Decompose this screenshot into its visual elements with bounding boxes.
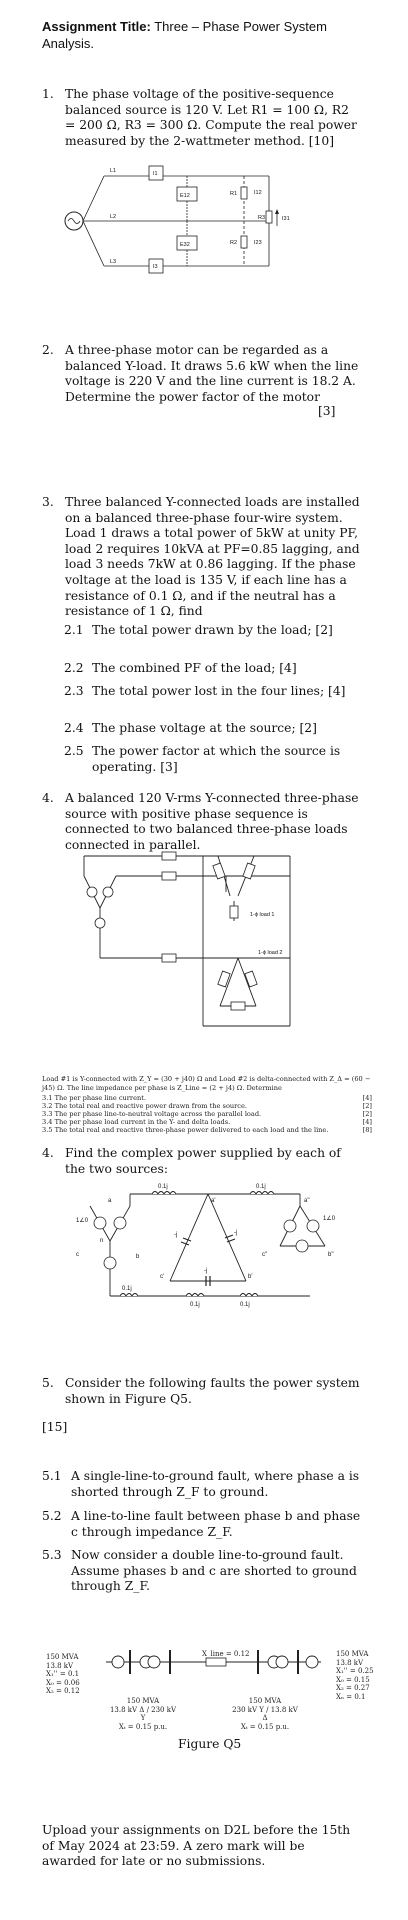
label-r2: R2 [230,240,238,246]
question-text: The phase voltage of the positive-sequence balanced source is 120 V. Let R1 = 100 Ω, R2 = 200 Ω, R3 = 300 Ω. Compute the real power measured by the 2-wattmeter method. [10] [65,87,357,148]
svg-text:0.1j: 0.1j [158,1184,168,1190]
gen1-ratings: 150 MVA 13.8 kV X₁'' = 0.1 X₀ = 0.06 X₂ = 0.12 [46,1653,80,1696]
q5-part-2: 5.2 A line-to-line fault between phase b and phase c through impedance Z_F. [42,1509,361,1539]
question-text: A balanced 120 V-rms Y-connected three-phase source with positive phase sequence is connected to two balanced three-phase loads connected in parallel. [65,791,359,852]
label-r1: R1 [230,191,238,197]
svg-text:-j: -j [204,1268,208,1274]
q3-part-4: 2.4 The phase voltage at the source; [2] [64,721,317,735]
label-a2: a'' [304,1198,310,1204]
question-3 [42,495,362,620]
label-load2: 1-ϕ load 2 [258,950,283,956]
question-number: 1. [42,87,54,101]
question-4a [42,791,362,853]
q4-item-4: 3.4 The per phase load current in the Y- and delta loads. [4] [42,1118,372,1126]
label-l1: L1 [110,168,117,174]
q3-part-1: 2.1 The total power drawn by the load; [2] [64,623,333,637]
figure-q5-caption: Figure Q5 [178,1737,242,1751]
label-a: a [108,1198,112,1204]
question-2 [42,343,362,405]
label-i3: I3 [153,264,158,270]
q4-description: Load #1 is Y-connected with Z_Y = (30 + j40) Ω and Load #2 is delta-connected with Z_Δ = (60 − j45) Ω. The line impedance per phase is Z_Line = (2 + j4) Ω. Determine [42,1075,371,1092]
label-l3: L3 [110,259,117,265]
submission-notice: Upload your assignments on D2L before the 15th of May 2024 at 23:59. A zero mark will be awarded for late or no submissions. [42,1823,351,1869]
svg-text:-j: -j [174,1232,178,1238]
question-5 [42,1376,362,1407]
assignment-title [42,18,372,52]
question-number: 5. [42,1376,54,1390]
label-a1: a' [211,1198,216,1204]
title-label: Assignment Title: [42,19,151,34]
q4-item-1: 3.1 The per phase line current. [4] [42,1094,372,1102]
title-value: Three – Phase Power System Analysis. [42,19,327,51]
question-number: 4. [42,791,54,805]
question-text: Find the complex power supplied by each of the two sources: [65,1146,341,1176]
label-src2: 1∠0 [323,1216,336,1222]
figure-q4-parallel-loads [70,846,302,1042]
label-src1: 1∠0 [76,1218,89,1224]
svg-text:0.1j: 0.1j [240,1302,250,1308]
gen2-ratings: 150 MVA 13.8 kV X₁'' = 0.25 X₀ = 0.15 X₂ = 0.27 Xₙ = 0.1 [336,1650,374,1701]
question-4b [42,1146,362,1177]
t1-ratings: 150 MVA 13.8 kV Δ / 230 kV Y Xₜ = 0.15 p.u. [109,1697,177,1731]
q4-item-2: 3.2 The total real and reactive power drawn from the source. [2] [42,1102,372,1110]
figure-q5-power-system [46,1632,376,1702]
label-i1: I1 [153,171,158,177]
label-i12: I12 [254,190,262,196]
q3-part-5: 2.5 The power factor at which the source is operating. [3] [64,744,341,774]
label-r3: R3 [258,215,266,221]
q5-marks: [15] [42,1420,68,1434]
question-number: 4. [42,1146,54,1160]
label-load1: 1-ϕ load 1 [250,912,275,918]
label-c1: c' [160,1274,165,1280]
question-text: Three balanced Y-connected loads are installed on a balanced three-phase four-wire system. Load 1 draws a total power of 5kW at unity PF, load 2 requires 10kVA at PF=0.85 lagging, and load 3 needs 7kW at 0.86 lagging. If the phase voltage at the load is 135 V, if each line has a resistance of 0.1 Ω, and if the neutral has a resistance of 1 Ω, find [65,495,360,619]
q4-item-5: 3.5 The total real and reactive three-phase power delivered to each load and the line. [8] [42,1126,372,1134]
question-text: Consider the following faults the power system shown in Figure Q5. [65,1376,360,1406]
line-reactance: X_line = 0.12 [202,1650,250,1658]
svg-text:-j: -j [234,1230,238,1236]
question-text: A three-phase motor can be regarded as a balanced Y-load. It draws 5.6 kW when the line voltage is 220 V and the line current is 18.2 A. Determine the power factor of the motor [65,343,359,404]
q4-item-3: 3.3 The per phase line-to-neutral voltage across the parallel load. [2] [42,1110,372,1118]
question-number: 3. [42,495,54,509]
svg-text:0.1j: 0.1j [256,1184,266,1190]
q5-part-1: 5.1 A single-line-to-ground fault, where phase a is shorted through Z_F to ground. [42,1469,360,1499]
label-e32: E32 [180,242,190,248]
q5-part-3: 5.3 Now consider a double line-to-ground fault. Assume phases b and c are shorted to ground through Z_F. [42,1548,357,1594]
question-1 [42,87,362,149]
svg-text:0.1j: 0.1j [122,1286,132,1292]
label-b: b [136,1254,140,1260]
q3-part-2: 2.2 The combined PF of the load; [4] [64,661,297,675]
label-n: n [100,1238,104,1244]
label-e12: E12 [180,193,190,199]
label-c: c [76,1252,79,1258]
q2-marks: [3] [318,404,336,418]
label-i23: I23 [254,240,262,246]
question-number: 2. [42,343,54,357]
label-b1: b' [248,1274,253,1280]
figure-q1-wattmeter-circuit [62,156,342,296]
figure-q4-two-sources [76,1184,350,1316]
t2-ratings: 150 MVA 230 kV Y / 13.8 kV Δ Xₜ = 0.15 p.u. [232,1697,298,1731]
label-l2: L2 [110,214,117,220]
svg-text:0.1j: 0.1j [190,1302,200,1308]
q3-part-3: 2.3 The total power lost in the four lines; [4] [64,684,346,698]
label-b2: b'' [328,1252,334,1258]
label-c2: c'' [262,1252,268,1258]
label-i31: I31 [282,216,290,222]
